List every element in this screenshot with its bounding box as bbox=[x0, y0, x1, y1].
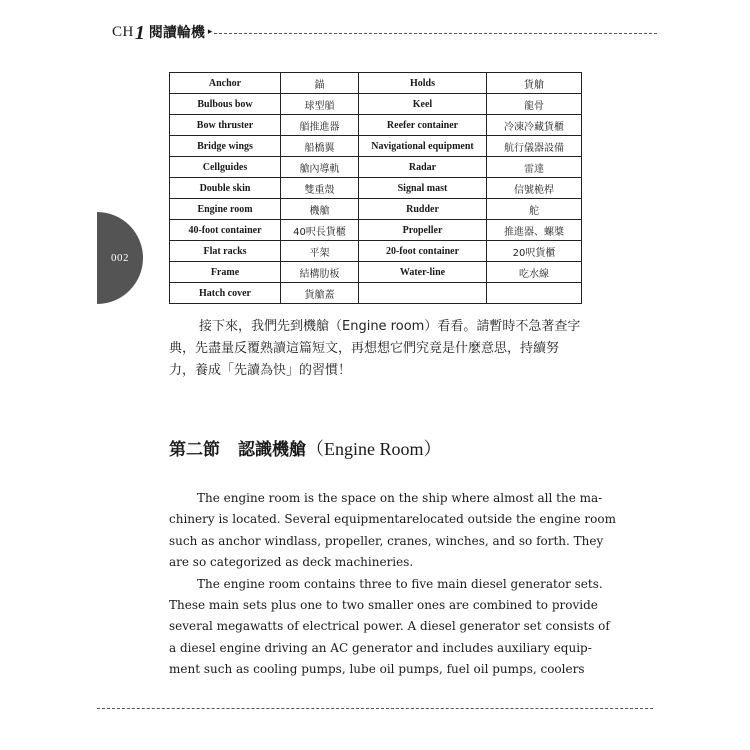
english-body-text bbox=[169, 488, 616, 681]
vocab-row bbox=[170, 136, 582, 157]
body-line: The engine room is the space on the ship where almost all the ma- bbox=[197, 491, 603, 505]
vocab-term-zh: 平架 bbox=[281, 241, 359, 262]
vocab-term-zh bbox=[487, 283, 582, 304]
body-line: a diesel engine driving an AC generator and includes auxiliary equip- bbox=[169, 640, 592, 655]
page-number: 002 bbox=[111, 252, 129, 264]
header-arrow-icon: ▸ bbox=[207, 27, 213, 37]
vocab-term-en: Anchor bbox=[170, 73, 281, 94]
vocab-term-en: Keel bbox=[359, 94, 487, 115]
vocab-term-zh: 艏推進器 bbox=[281, 115, 359, 136]
vocab-row bbox=[170, 262, 582, 283]
chinese-line: 接下來，我們先到機艙（Engine room）看看。請暫時不急著查字 bbox=[199, 319, 581, 334]
chinese-line: 力，養成「先讀為快」的習慣！ bbox=[169, 363, 352, 378]
vocab-term-zh: 結構肋板 bbox=[281, 262, 359, 283]
vocab-term-zh: 舵 bbox=[487, 199, 582, 220]
vocab-term-zh: 機艙 bbox=[281, 199, 359, 220]
body-line: chinery is located. Several equipmentarelocated outside the engine room bbox=[169, 512, 616, 527]
body-line: The engine room contains three to five main diesel generator sets. bbox=[197, 576, 603, 591]
body-line: such as anchor windlass, propeller, cranes, winches, and so forth. They bbox=[169, 533, 604, 548]
vocab-term-zh: 航行儀器設備 bbox=[487, 136, 582, 157]
vocab-row bbox=[170, 241, 582, 262]
vocabulary-table bbox=[169, 72, 582, 304]
vocab-term-en: Holds bbox=[359, 73, 487, 94]
vocab-term-en: Signal mast bbox=[359, 178, 487, 199]
vocab-term-en: Engine room bbox=[170, 199, 281, 220]
vocab-term-zh: 40呎長貨櫃 bbox=[281, 220, 359, 241]
vocab-term-zh: 20呎貨櫃 bbox=[487, 241, 582, 262]
vocab-term-en bbox=[359, 283, 487, 304]
vocab-term-en: Double skin bbox=[170, 178, 281, 199]
vocab-term-zh: 龍骨 bbox=[487, 94, 582, 115]
vocab-term-zh: 冷凍冷藏貨櫃 bbox=[487, 115, 582, 136]
section-heading bbox=[169, 435, 589, 461]
vocab-term-en: Propeller bbox=[359, 220, 487, 241]
section-title: 認識機艙 bbox=[238, 440, 306, 460]
vocab-term-en: Navigational equipment bbox=[359, 136, 487, 157]
vocab-term-en: 20-foot container bbox=[359, 241, 487, 262]
vocab-term-en: Water-line bbox=[359, 262, 487, 283]
footer-divider bbox=[97, 708, 653, 709]
vocab-row bbox=[170, 178, 582, 199]
vocab-term-zh: 推進器、螺槳 bbox=[487, 220, 582, 241]
vocab-row bbox=[170, 283, 582, 304]
vocab-term-en: Bow thruster bbox=[170, 115, 281, 136]
header-divider bbox=[214, 33, 657, 34]
chapter-title: 閱讀輪機 bbox=[148, 25, 205, 41]
vocab-row bbox=[170, 220, 582, 241]
running-header bbox=[112, 20, 657, 44]
chapter-prefix: CH bbox=[112, 23, 134, 40]
vocab-term-en: 40-foot container bbox=[170, 220, 281, 241]
chinese-line: 典，先盡量反覆熟讀這篇短文，再想想它們究竟是什麼意思，持續努 bbox=[169, 341, 560, 356]
vocab-term-en: Reefer container bbox=[359, 115, 487, 136]
vocab-term-en: Rudder bbox=[359, 199, 487, 220]
chapter-number: 1 bbox=[134, 21, 145, 44]
vocab-term-en: Frame bbox=[170, 262, 281, 283]
body-line: several megawatts of electrical power. A diesel generator set consists of bbox=[169, 619, 610, 634]
vocab-term-en: Radar bbox=[359, 157, 487, 178]
page-number-tab bbox=[97, 212, 143, 304]
vocab-term-en: Bridge wings bbox=[170, 136, 281, 157]
vocab-row bbox=[170, 157, 582, 178]
vocab-term-en: Bulbous bow bbox=[170, 94, 281, 115]
vocab-row bbox=[170, 115, 582, 136]
vocab-row bbox=[170, 73, 582, 94]
vocab-term-en: Cellguides bbox=[170, 157, 281, 178]
body-line: These main sets plus one to two smaller ones are combined to provide bbox=[169, 597, 598, 612]
vocab-term-zh: 雷達 bbox=[487, 157, 582, 178]
vocab-term-zh: 球型艏 bbox=[281, 94, 359, 115]
vocab-term-zh: 貨艙蓋 bbox=[281, 283, 359, 304]
chinese-intro-paragraph bbox=[169, 316, 583, 382]
vocab-term-zh: 船橋翼 bbox=[281, 136, 359, 157]
vocab-term-zh: 吃水線 bbox=[487, 262, 582, 283]
vocab-term-zh: 貨艙 bbox=[487, 73, 582, 94]
vocab-term-zh: 信號桅桿 bbox=[487, 178, 582, 199]
body-line: ment such as cooling pumps, lube oil pumps, fuel oil pumps, coolers bbox=[169, 662, 585, 677]
vocab-term-en: Hatch cover bbox=[170, 283, 281, 304]
vocab-term-en: Flat racks bbox=[170, 241, 281, 262]
section-number: 第二節 bbox=[169, 440, 220, 460]
vocab-term-zh: 錨 bbox=[281, 73, 359, 94]
vocab-row bbox=[170, 199, 582, 220]
vocab-row bbox=[170, 94, 582, 115]
section-english-title: （Engine Room） bbox=[306, 439, 442, 459]
vocab-term-zh: 雙重殼 bbox=[281, 178, 359, 199]
vocab-term-zh: 艙內導軌 bbox=[281, 157, 359, 178]
body-line: are so categorized as deck machineries. bbox=[169, 555, 414, 570]
